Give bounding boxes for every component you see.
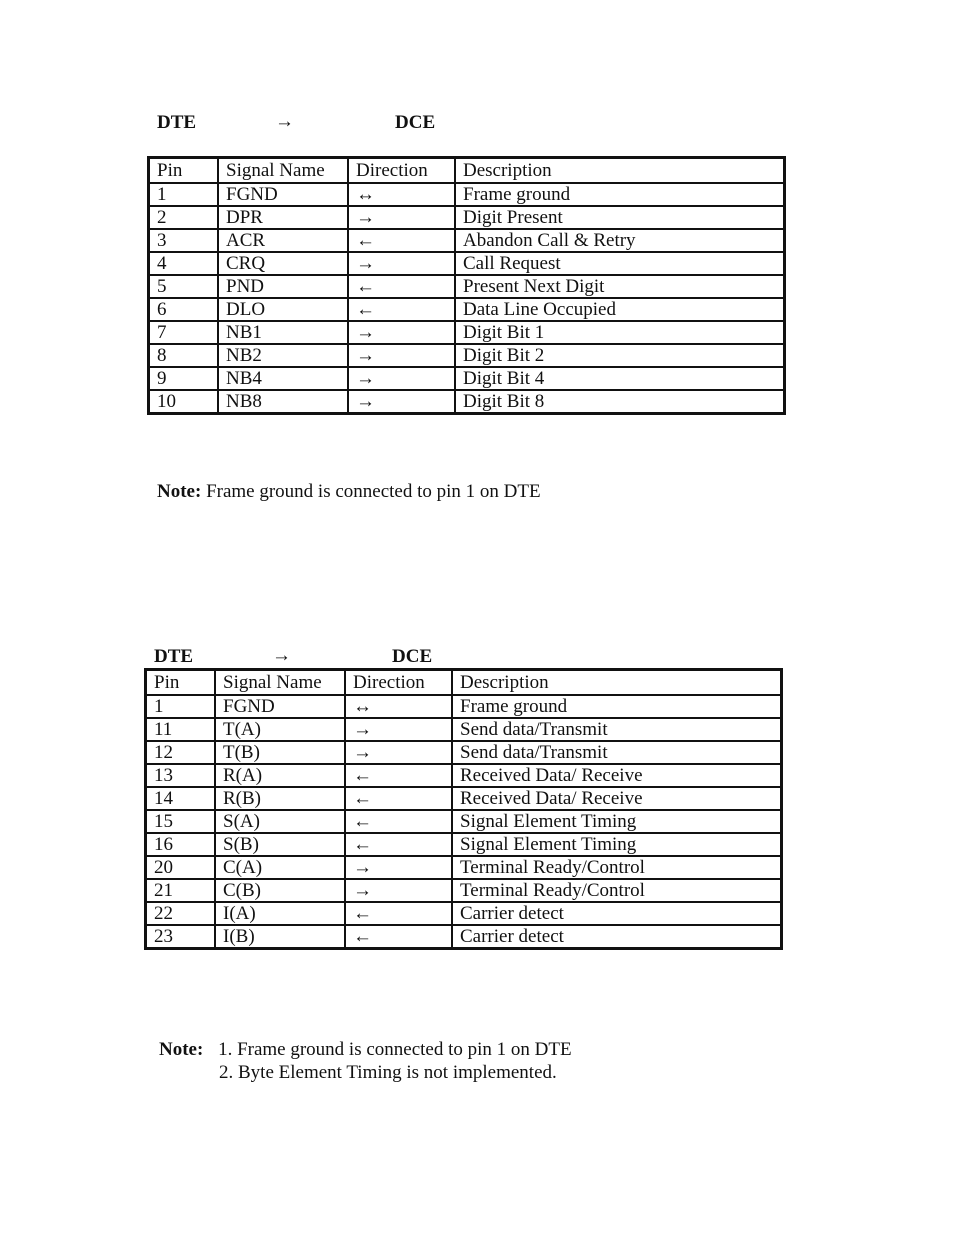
direction-cell: ← — [345, 810, 452, 833]
section2-header-arrow: → — [272, 645, 291, 666]
table-row — [149, 298, 785, 321]
table-row — [146, 741, 782, 764]
description-cell: Terminal Ready/Control — [452, 879, 782, 902]
direction-cell: → — [348, 390, 455, 414]
signal-name-cell: S(B) — [215, 833, 345, 856]
table-row — [146, 764, 782, 787]
direction-cell: → — [348, 321, 455, 344]
column-header-signal-name: Signal Name — [215, 670, 345, 696]
description-cell: Signal Element Timing — [452, 810, 782, 833]
signal-name-cell: CRQ — [218, 252, 348, 275]
pin-cell: 22 — [146, 902, 216, 925]
table-header-row — [149, 158, 785, 184]
pin-cell: 15 — [146, 810, 216, 833]
section2-note-line1: 1. Frame ground is connected to pin 1 on DTE — [218, 1039, 572, 1060]
direction-cell: → — [348, 367, 455, 390]
description-cell: Received Data/ Receive — [452, 764, 782, 787]
signal-name-cell: ACR — [218, 229, 348, 252]
section1-note-label: Note: — [157, 481, 202, 502]
direction-cell: → — [345, 879, 452, 902]
pin-cell: 8 — [149, 344, 219, 367]
direction-cell: ← — [345, 764, 452, 787]
table-header-row — [146, 670, 782, 696]
signal-name-cell: I(A) — [215, 902, 345, 925]
direction-cell: ← — [345, 902, 452, 925]
description-cell: Received Data/ Receive — [452, 787, 782, 810]
pin-cell: 6 — [149, 298, 219, 321]
column-header-signal-name: Signal Name — [218, 158, 348, 184]
signal-name-cell: T(A) — [215, 718, 345, 741]
section2-note-label: Note: — [159, 1039, 204, 1060]
table-row — [149, 367, 785, 390]
direction-cell: ↔ — [345, 695, 452, 718]
pin-cell: 14 — [146, 787, 216, 810]
description-cell: Data Line Occupied — [455, 298, 785, 321]
signal-name-cell: NB8 — [218, 390, 348, 414]
table-row — [146, 718, 782, 741]
table-row — [149, 390, 785, 414]
table-row — [149, 344, 785, 367]
section2-header-dte: DTE — [154, 646, 194, 667]
signal-name-cell: S(A) — [215, 810, 345, 833]
description-cell: Carrier detect — [452, 925, 782, 949]
direction-cell: → — [345, 718, 452, 741]
direction-cell: → — [345, 741, 452, 764]
column-header-pin: Pin — [149, 158, 219, 184]
direction-cell: ← — [348, 298, 455, 321]
direction-cell: ← — [345, 833, 452, 856]
pin-cell: 1 — [149, 183, 219, 206]
signal-name-cell: DLO — [218, 298, 348, 321]
section2-note-line2: 2. Byte Element Timing is not implemented. — [219, 1062, 557, 1083]
signal-name-cell: PND — [218, 275, 348, 298]
description-cell: Digit Bit 1 — [455, 321, 785, 344]
pin-cell: 7 — [149, 321, 219, 344]
pin-cell: 10 — [149, 390, 219, 414]
signal-name-cell: NB1 — [218, 321, 348, 344]
table-row — [146, 879, 782, 902]
column-header-description: Description — [452, 670, 782, 696]
table-row — [149, 229, 785, 252]
signal-name-cell: C(A) — [215, 856, 345, 879]
table-row — [146, 810, 782, 833]
description-cell: Digit Bit 8 — [455, 390, 785, 414]
direction-cell: → — [348, 344, 455, 367]
section1-note — [157, 481, 541, 503]
signal-name-cell: T(B) — [215, 741, 345, 764]
table-row — [146, 787, 782, 810]
description-cell: Abandon Call & Retry — [455, 229, 785, 252]
description-cell: Digit Present — [455, 206, 785, 229]
direction-cell: → — [348, 252, 455, 275]
direction-cell: ← — [348, 229, 455, 252]
section2-note — [159, 1039, 572, 1061]
description-cell: Digit Bit 4 — [455, 367, 785, 390]
description-cell: Frame ground — [452, 695, 782, 718]
table-row — [149, 275, 785, 298]
pin-cell: 20 — [146, 856, 216, 879]
direction-cell: ← — [348, 275, 455, 298]
pin-cell: 9 — [149, 367, 219, 390]
pin-cell: 1 — [146, 695, 216, 718]
description-cell: Signal Element Timing — [452, 833, 782, 856]
section1-note-text: Frame ground is connected to pin 1 on DTE — [206, 481, 541, 502]
description-cell: Terminal Ready/Control — [452, 856, 782, 879]
table-row — [146, 925, 782, 949]
description-cell: Call Request — [455, 252, 785, 275]
direction-cell: ← — [345, 925, 452, 949]
table-row — [149, 252, 785, 275]
signal-name-cell: I(B) — [215, 925, 345, 949]
pin-cell: 23 — [146, 925, 216, 949]
table-row — [149, 321, 785, 344]
description-cell: Frame ground — [455, 183, 785, 206]
signal-name-cell: FGND — [215, 695, 345, 718]
description-cell: Digit Bit 2 — [455, 344, 785, 367]
table-row — [149, 206, 785, 229]
direction-cell: ↔ — [348, 183, 455, 206]
direction-cell: → — [345, 856, 452, 879]
section1-header-arrow: → — [275, 111, 294, 132]
table-row — [146, 695, 782, 718]
column-header-description: Description — [455, 158, 785, 184]
table-row — [146, 902, 782, 925]
pin-cell: 2 — [149, 206, 219, 229]
signal-name-cell: NB2 — [218, 344, 348, 367]
section2-header-dce: DCE — [392, 646, 433, 667]
description-cell: Send data/Transmit — [452, 741, 782, 764]
pin-table-2 — [144, 668, 783, 950]
column-header-direction: Direction — [348, 158, 455, 184]
column-header-pin: Pin — [146, 670, 216, 696]
pin-table-1 — [147, 156, 786, 415]
table-row — [146, 856, 782, 879]
pin-cell: 16 — [146, 833, 216, 856]
pin-cell: 11 — [146, 718, 216, 741]
section1-header-dce: DCE — [395, 112, 436, 133]
table-row — [146, 833, 782, 856]
pin-cell: 13 — [146, 764, 216, 787]
description-cell: Present Next Digit — [455, 275, 785, 298]
description-cell: Send data/Transmit — [452, 718, 782, 741]
direction-cell: ← — [345, 787, 452, 810]
signal-name-cell: FGND — [218, 183, 348, 206]
pin-cell: 5 — [149, 275, 219, 298]
table-row — [149, 183, 785, 206]
signal-name-cell: C(B) — [215, 879, 345, 902]
pin-cell: 21 — [146, 879, 216, 902]
description-cell: Carrier detect — [452, 902, 782, 925]
signal-name-cell: DPR — [218, 206, 348, 229]
pin-cell: 12 — [146, 741, 216, 764]
pin-cell: 3 — [149, 229, 219, 252]
column-header-direction: Direction — [345, 670, 452, 696]
signal-name-cell: R(A) — [215, 764, 345, 787]
direction-cell: → — [348, 206, 455, 229]
pin-cell: 4 — [149, 252, 219, 275]
signal-name-cell: R(B) — [215, 787, 345, 810]
section1-header-dte: DTE — [157, 112, 197, 133]
signal-name-cell: NB4 — [218, 367, 348, 390]
